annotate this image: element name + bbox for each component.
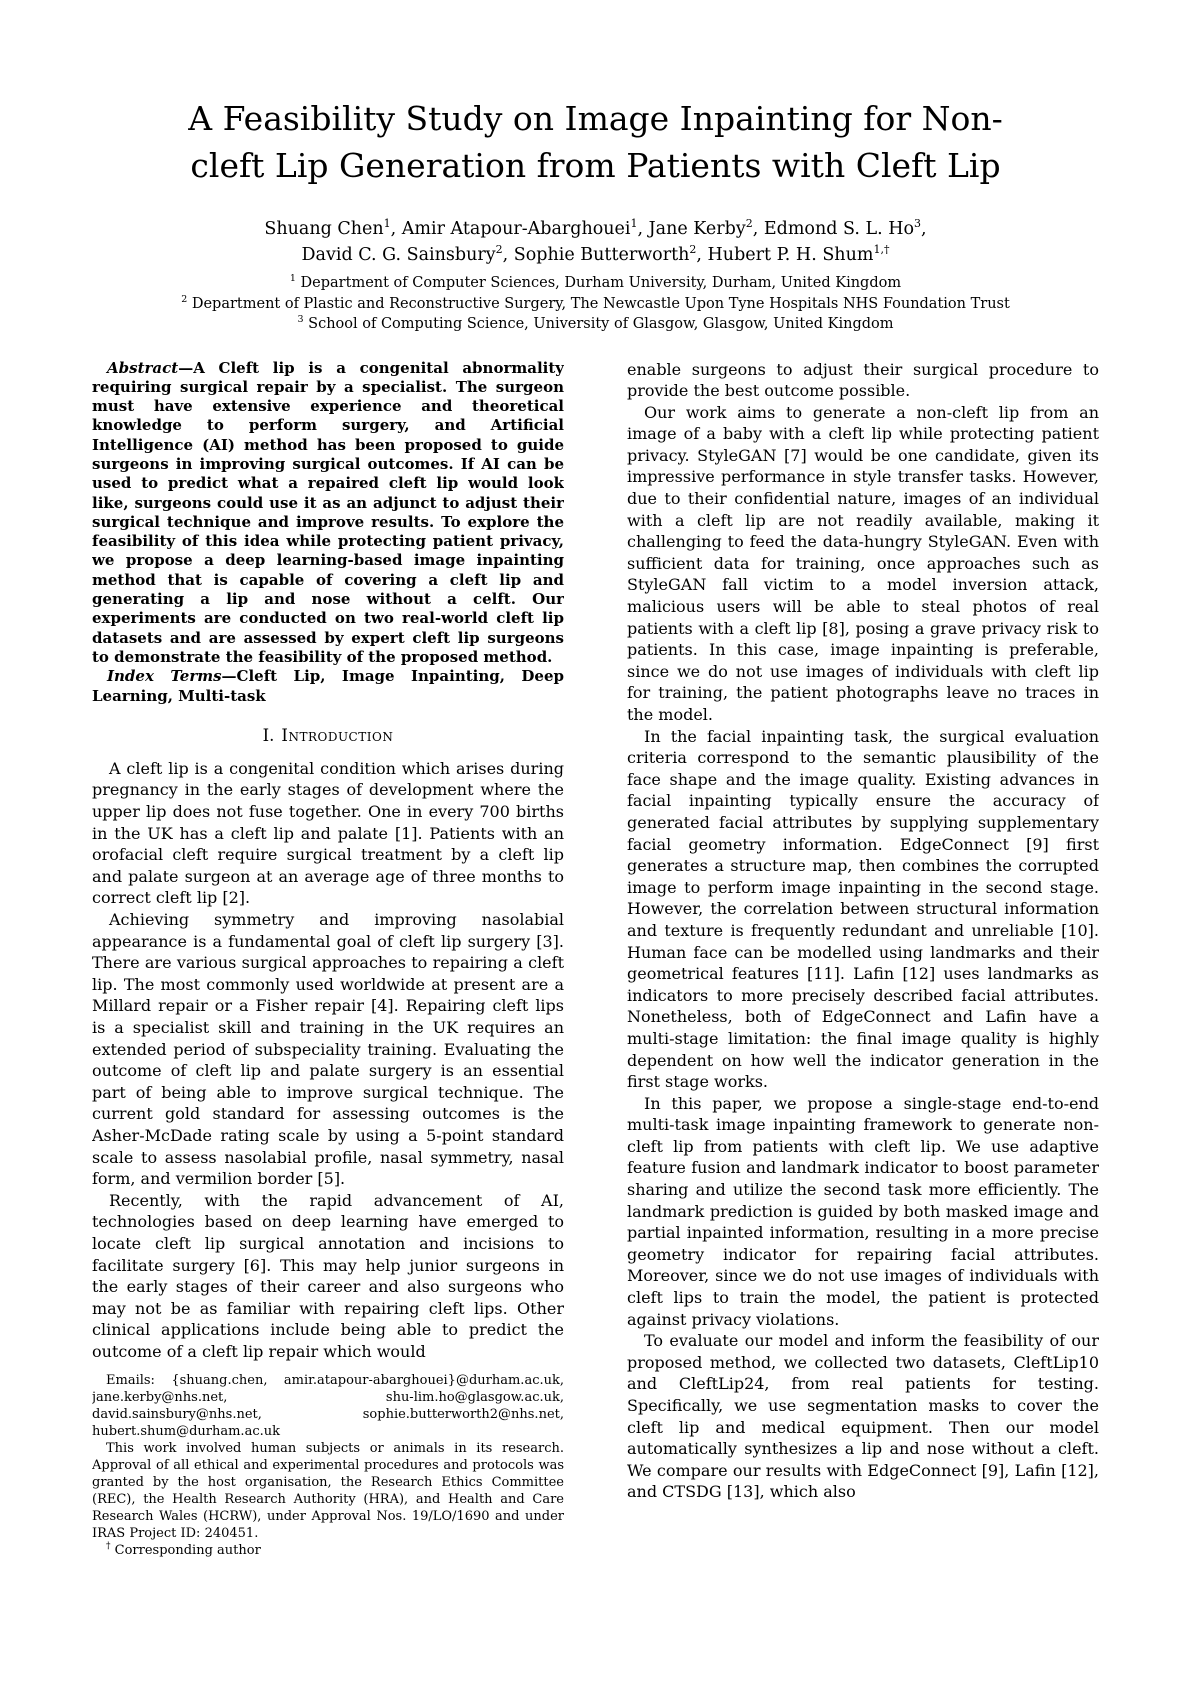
body-paragraph: To evaluate our model and inform the feasibility of our proposed method, we collected two datasets, CleftLip10 and CleftLip24, from real patients for testing. Specifically, we use segmentation masks to cover the cleft lip and medical equipment. Then our model automatically synthesizes a lip and nose without a cleft. We compare our results with EdgeConnect [9], Lafin [12], and CTSDG [13], which also: [627, 1331, 1099, 1502]
author-superscript: 2: [495, 243, 503, 257]
affiliation-text: School of Computing Science, University of Glasgow, Glasgow, United Kingdom: [308, 316, 894, 332]
section-number: I.: [262, 725, 275, 745]
title-line-1: A Feasibility Study on Image Inpainting for Non-: [188, 99, 1003, 138]
column-right: [627, 359, 1099, 1559]
affiliation: [92, 273, 1099, 294]
author-separator: ,: [752, 219, 764, 239]
section-title: Introduction: [281, 725, 394, 745]
affiliations-block: [92, 273, 1099, 335]
body-paragraph: Our work aims to generate a non-cleft lip from an image of a baby with a cleft lip while protecting patient privacy. StyleGAN [7] would be one candidate, given its impressive performance in style transfer tasks. However, due to their confidential nature, images of an individual with a cleft lip are not readily available, making it challenging to feed the data-hungry StyleGAN. Even with sufficient data for training, once approaches such as StyleGAN fall victim to a model inversion attack, malicious users will be able to steal photos of real patients with a cleft lip [8], posing a grave privacy risk to patients. In this case, image inpainting is preferable, since we do not use images of individuals with cleft lip for training, the patient photographs leave no traces in the model.: [627, 402, 1099, 724]
title-line-2: cleft Lip Generation from Patients with Cleft Lip: [190, 146, 1001, 185]
affiliation-superscript: 1: [289, 273, 296, 285]
footnote-ethics: This work involved human subjects or animals in its research. Approval of all ethical and experimental procedures and protocols was granted by the host organisation, the Research Ethics Committee (REC), the Health Research Authority (HRA), and Health and Care Research Wales (HCRW), under Approval Nos. 19/LO/1690 and under IRAS Project ID: 240451.: [92, 1440, 564, 1541]
affiliation-text: Department of Computer Sciences, Durham University, Durham, United Kingdom: [300, 275, 902, 291]
body-paragraph: A cleft lip is a congenital condition which arises during pregnancy in the early stages of development where the upper lip does not fuse together. One in every 700 births in the UK has a cleft lip and palate [1]. Patients with an orofacial cleft require surgical treatment by a cleft lip and palate surgeon at an average age of three months to correct cleft lip [2].: [92, 758, 564, 908]
abstract-paragraph: [92, 359, 564, 668]
author: Amir Atapour-Abarghouei: [401, 219, 631, 239]
author: Sophie Butterworth: [513, 245, 690, 265]
author-superscript: 1,†: [873, 243, 890, 257]
authors-line-2: [92, 242, 1099, 268]
author-separator: ,: [390, 219, 402, 239]
footnote-corresponding-text: Corresponding author: [110, 1542, 261, 1558]
dagger-superscript: †: [106, 1541, 111, 1552]
author-superscript: 3: [914, 217, 922, 231]
author-separator: ,: [921, 219, 927, 239]
index-terms-label: Index Terms: [107, 667, 222, 686]
body-paragraph: Recently, with the rapid advancement of AI, technologies based on deep learning have emerged to locate cleft lip surgical annotation and incisions to facilitate surgery [6]. This may help junior surgeons in the early stages of their career and also surgeons who may not be as familiar with repairing cleft lips. Other clinical applications include being able to predict the outcome of a cleft lip repair which would: [92, 1190, 564, 1361]
affiliation: [92, 314, 1099, 335]
author-separator: ,: [637, 219, 649, 239]
paper-title: [92, 95, 1099, 189]
author: Jane Kerby: [648, 219, 746, 239]
authors-line-1: [92, 216, 1099, 242]
body-paragraph: Achieving symmetry and improving nasolabial appearance is a fundamental goal of cleft lip surgery [3]. There are various surgical approaches to repairing a cleft lip. The most commonly used worldwide at present are a Millard repair or a Fisher repair [4]. Repairing cleft lips is a specialist skill and training in the UK requires an extended period of subspeciality training. Evaluating the outcome of cleft lip and palate surgery is an essential part of being able to improve surgical technique. The current gold standard for assessing outcomes is the Asher-McDade rating scale by using a 5-point standard scale to assess nasolabial profile, nasal symmetry, nasal form, and vermilion border [5].: [92, 910, 564, 1189]
abstract-label: Abstract: [107, 358, 179, 377]
affiliation-superscript: 3: [297, 314, 304, 326]
affiliation-text: Department of Plastic and Reconstructive Surgery, The Newcastle Upon Tyne Hospitals NHS Foundation Trust: [191, 295, 1010, 312]
author: David C. G. Sainsbury: [301, 245, 496, 265]
author-superscript: 1: [383, 217, 391, 231]
affiliation: [92, 294, 1099, 315]
author: Shuang Chen: [264, 219, 384, 239]
body-paragraph: In the facial inpainting task, the surgical evaluation criteria correspond to the semantic plausibility of the face shape and the image quality. Existing advances in facial inpainting typically ensure the accuracy of generated facial attributes by supplying supplementary facial geometry information. EdgeConnect [9] first generates a structure map, then combines the corrupted image to perform image inpainting in the second stage. However, the correlation between structural information and texture is frequently redundant and unreliable [10]. Human face can be modelled using landmarks and their geometrical features [11]. Lafin [12] uses landmarks as indicators to more precisely described facial attributes. Nonetheless, both of EdgeConnect and Lafin have a multi-stage limitation: the final image quality is highly dependent on how well the indicator generation in the first stage works.: [627, 726, 1099, 1092]
author-separator: ,: [502, 245, 514, 265]
footnote-emails: Emails: {shuang.chen, amir.atapour-abarghouei}@durham.ac.uk, jane.kerby@nhs.net, shu-lim.ho@glasgow.ac.uk, david.sainsbury@nhs.net, sophie.butterworth2@nhs.net, hubert.shum@durham.ac.uk: [92, 1372, 564, 1439]
column-left: [92, 359, 564, 1559]
author: Edmond S. L. Ho: [763, 219, 915, 239]
author-separator: ,: [696, 245, 708, 265]
author-superscript: 2: [689, 243, 697, 257]
body-paragraph: enable surgeons to adjust their surgical procedure to provide the best outcome possible.: [627, 359, 1099, 401]
footnote-corresponding: [92, 1542, 564, 1559]
authors-block: [92, 216, 1099, 268]
author-superscript: 1: [630, 217, 638, 231]
section-heading-introduction: [92, 726, 564, 745]
two-column-body: [92, 359, 1099, 1559]
author: Hubert P. H. Shum: [707, 245, 874, 265]
index-terms-text: —Cleft Lip, Image Inpainting, Deep Learning, Multi-task: [92, 667, 564, 705]
affiliation-superscript: 2: [181, 293, 188, 305]
footnote-block: [92, 1372, 564, 1559]
abstract-text: —A Cleft lip is a congenital abnormality requiring surgical repair by a specialist. The surgeon must have extensive experience and theoretical knowledge to perform surgery, and Artificial Intelligence (AI) method has been proposed to guide surgeons in improving surgical outcomes. If AI can be used to predict what a repaired cleft lip would look like, surgeons could use it as an adjunct to adjust their surgical technique and improve results. To explore the feasibility of this idea while protecting patient privacy, we propose a deep learning-based image inpainting method that is capable of covering a cleft lip and generating a lip and nose without a celft. Our experiments are conducted on two real-world cleft lip datasets and are assessed by expert cleft lip surgeons to demonstrate the feasibility of the proposed method.: [92, 358, 564, 666]
index-terms: [92, 667, 564, 706]
body-paragraph: In this paper, we propose a single-stage end-to-end multi-task image inpainting framework to generate non-cleft lip from patients with cleft lip. We use adaptive feature fusion and landmark indicator to boost parameter sharing and utilize the second task more efficiently. The landmark prediction is guided by both masked image and partial inpainted information, resulting in a more precise geometry indicator for repairing facial attributes. Moreover, since we do not use images of individuals with cleft lips to train the model, the patient is protected against privacy violations.: [627, 1093, 1099, 1329]
author-superscript: 2: [745, 217, 753, 231]
